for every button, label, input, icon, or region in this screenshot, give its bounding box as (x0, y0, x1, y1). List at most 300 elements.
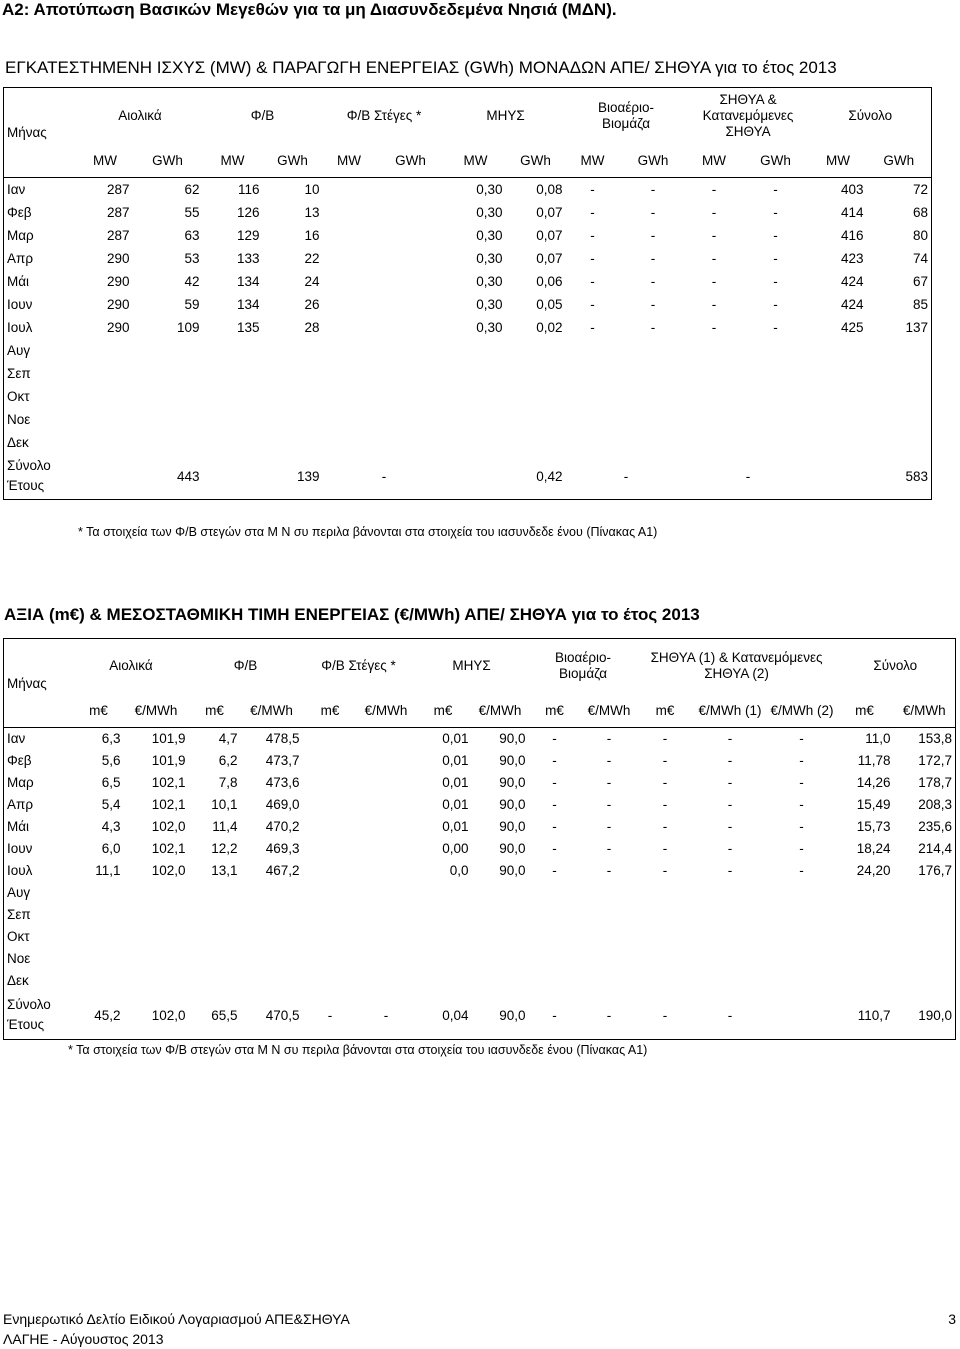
table-row (4, 860, 956, 882)
table-row (4, 247, 932, 270)
table1-footnote: * Τα στοιχεία των Φ/Β στεγών στα Μ Ν συ περιλα βάνονται στα στοιχεία του ιασυνδεδε ένου (Πίνακας Α1) (78, 525, 658, 539)
value-cell: 63 (184, 227, 200, 243)
value-cell (323, 201, 376, 224)
value-cell (376, 362, 446, 385)
value-cell (581, 970, 638, 992)
table-row (4, 178, 932, 201)
value-cell (323, 385, 376, 408)
value-cell (687, 385, 742, 408)
value-cell (376, 247, 446, 270)
unit-header: m€ (89, 702, 108, 718)
value-cell (446, 408, 506, 431)
value-cell (472, 970, 529, 992)
unit-header: €/MWh (250, 702, 293, 718)
value-cell: 5,6 (101, 753, 121, 768)
value-cell: - (727, 819, 733, 834)
value-cell: - (711, 273, 717, 289)
value-cell: 11,78 (857, 753, 891, 768)
month-label: Φεβ (7, 753, 32, 768)
unit-header-mw: MW (580, 153, 605, 169)
total-value: 139 (296, 468, 320, 484)
unit-header: m€ (855, 702, 874, 718)
value-cell (638, 904, 693, 926)
value-cell: 14,26 (856, 775, 891, 790)
total-value: 0,04 (442, 1007, 469, 1023)
value-cell: - (650, 273, 656, 289)
value-cell (358, 794, 415, 816)
value-cell (303, 948, 358, 970)
value-cell (415, 882, 472, 904)
value-cell (303, 728, 358, 750)
value-cell: 134 (236, 296, 260, 312)
value-cell (189, 948, 241, 970)
value-cell (303, 772, 358, 794)
value-cell (446, 385, 506, 408)
total-value: - (727, 1007, 733, 1023)
value-cell: - (552, 753, 557, 768)
value-cell (810, 362, 867, 385)
value-cell: 469,0 (265, 797, 300, 812)
value-cell: - (552, 775, 557, 790)
month-label: Δεκ (7, 973, 29, 988)
value-cell (529, 882, 581, 904)
group-header-pv: Φ/Β (233, 658, 258, 674)
value-cell: 135 (236, 319, 260, 335)
value-cell: 0,30 (476, 204, 503, 220)
value-cell (203, 385, 263, 408)
value-cell: 5,4 (101, 797, 121, 812)
value-cell (693, 926, 768, 948)
value-cell: 68 (913, 204, 929, 220)
total-value: 45,2 (94, 1007, 121, 1023)
value-cell: - (799, 797, 804, 812)
value-cell (133, 339, 203, 362)
value-cell (529, 948, 581, 970)
value-cell (74, 926, 124, 948)
value-cell (638, 948, 693, 970)
table2-title: ΑΞΙΑ (m€) & ΜΕΣΟΣΤΑΘΜΙΚΗ ΤΙΜΗ ΕΝΕΡΓΕΙΑΣ (€/MWh) ΑΠΕ/ ΣΗΘΥΑ για το έτος 2013 (4, 605, 700, 624)
table-total-row (4, 454, 932, 500)
value-cell (742, 362, 810, 385)
value-cell: - (606, 731, 612, 747)
value-cell (263, 385, 323, 408)
value-cell (358, 904, 415, 926)
value-cell: 473,6 (265, 775, 300, 790)
value-cell: - (650, 250, 656, 266)
value-cell: 11,1 (95, 863, 121, 878)
month-label: Ιουλ (7, 863, 33, 878)
unit-header: €/MWh (364, 702, 408, 718)
group-header-small-hydro: ΜΗΥΣ (452, 658, 491, 674)
value-cell (241, 882, 303, 904)
value-cell: 116 (237, 181, 260, 197)
value-cell (472, 948, 529, 970)
total-value: - (552, 1007, 557, 1023)
value-cell: 0,30 (476, 227, 503, 243)
value-cell (506, 431, 566, 454)
value-cell (323, 316, 376, 339)
total-value: 90,0 (499, 1007, 526, 1023)
value-cell: - (711, 296, 717, 312)
value-cell (867, 385, 932, 408)
value-cell: 473,7 (265, 753, 300, 768)
table-row (4, 838, 956, 860)
value-cell: 0,01 (442, 797, 469, 812)
value-cell (446, 339, 506, 362)
table-row (4, 750, 956, 772)
value-cell (620, 339, 687, 362)
value-cell: - (711, 250, 717, 266)
value-cell: 15,49 (856, 797, 891, 812)
value-cell: 90,0 (499, 819, 526, 834)
value-cell (358, 860, 415, 882)
value-cell (124, 926, 189, 948)
unit-header: €/MWh (134, 702, 178, 718)
value-cell (581, 948, 638, 970)
value-cell: 0,05 (536, 296, 563, 312)
table1-unit-row (4, 145, 932, 178)
value-cell (133, 362, 203, 385)
value-cell: - (799, 753, 804, 768)
month-label: Δεκ (7, 434, 29, 450)
value-cell (742, 431, 810, 454)
value-cell (376, 178, 446, 201)
month-header: Μήνας (7, 675, 47, 691)
group-header-biomass: Βιοαέριο- Βιομάζα (555, 650, 612, 682)
value-cell (867, 362, 932, 385)
value-cell: - (799, 775, 804, 790)
value-cell (203, 431, 263, 454)
value-cell (810, 431, 867, 454)
month-label: Αυγ (7, 885, 31, 900)
table-row (4, 772, 956, 794)
value-cell (768, 904, 836, 926)
unit-header-gwh: GWh (520, 153, 551, 169)
value-cell (836, 948, 894, 970)
value-cell: - (650, 319, 656, 335)
value-cell: 10,1 (211, 797, 238, 812)
total-value: - (381, 468, 387, 484)
value-cell: - (662, 797, 668, 812)
value-cell (74, 904, 124, 926)
value-cell (638, 970, 693, 992)
value-cell (867, 431, 932, 454)
value-cell (303, 794, 358, 816)
value-cell (638, 882, 693, 904)
value-cell: - (799, 731, 804, 747)
value-cell: 15,73 (856, 819, 891, 834)
value-cell (358, 772, 415, 794)
value-cell: - (662, 775, 668, 790)
value-cell (836, 970, 894, 992)
value-cell: - (662, 819, 668, 834)
value-cell (78, 408, 133, 431)
value-cell: - (727, 775, 733, 790)
unit-header-mw: MW (337, 153, 361, 169)
value-cell: 90,0 (499, 797, 526, 812)
value-cell (358, 750, 415, 772)
value-cell (620, 362, 687, 385)
value-cell: - (650, 296, 656, 312)
footer-date: ΛΑΓΗΕ - Αύγουστος 2013 (3, 1331, 164, 1347)
month-label: Μαρ (7, 227, 34, 243)
month-label: Οκτ (7, 929, 30, 944)
value-cell (376, 293, 446, 316)
value-cell: 126 (236, 204, 260, 220)
value-cell: - (799, 819, 804, 834)
unit-header-mw: MW (702, 153, 727, 169)
unit-header-gwh: GWh (637, 153, 669, 169)
unit-header: €/MWh (587, 702, 631, 718)
month-label: Νοε (7, 411, 31, 427)
value-cell (446, 431, 506, 454)
value-cell (303, 816, 358, 838)
value-cell (376, 201, 446, 224)
value-cell (124, 882, 189, 904)
value-cell: 90,0 (499, 863, 526, 878)
value-cell (303, 904, 358, 926)
value-cell: 287 (106, 227, 130, 243)
value-cell: - (799, 841, 804, 856)
month-label: Νοε (7, 951, 31, 966)
value-cell (189, 970, 241, 992)
value-cell (303, 970, 358, 992)
value-cell: 72 (913, 181, 929, 197)
value-cell (78, 431, 133, 454)
value-cell: 10 (304, 181, 320, 197)
value-cell: - (711, 204, 717, 220)
value-cell (303, 860, 358, 882)
value-cell (74, 882, 124, 904)
unit-header-gwh: GWh (883, 153, 915, 169)
value-cell (566, 431, 620, 454)
month-label: Φεβ (7, 204, 32, 220)
unit-header: €/MWh (1) (698, 702, 762, 718)
value-cell: 67 (913, 273, 929, 289)
unit-header-gwh: GWh (152, 153, 183, 169)
page-heading: Α2: Αποτύπωση Βασικών Μεγεθών για τα μη Διασυνδεδεμένα Νησιά (ΜΔΝ). (2, 0, 617, 19)
value-cell: - (590, 204, 595, 220)
value-cell: - (552, 731, 557, 747)
value-cell (581, 882, 638, 904)
value-cell: 287 (106, 204, 130, 220)
value-cell: 0,02 (536, 319, 563, 335)
value-cell (768, 970, 836, 992)
value-cell: 102,0 (151, 819, 186, 834)
value-cell: 208,3 (918, 797, 953, 812)
value-cell: - (552, 797, 557, 812)
month-label: Σεπ (7, 907, 31, 922)
unit-header: €/MWh (478, 702, 522, 718)
total-value: 443 (176, 468, 200, 484)
table-row (4, 362, 932, 385)
value-cell: 53 (184, 250, 200, 266)
value-cell (376, 224, 446, 247)
footer-publication: Ενημερωτικό Δελτίο Ειδικού Λογαριασμού ΑΠΕ&ΣΗΘΥΑ (3, 1311, 350, 1327)
value-cell: 0,01 (442, 819, 469, 834)
value-cell: 134 (236, 273, 260, 289)
value-cell (303, 926, 358, 948)
table-row (4, 794, 956, 816)
value-cell: 4,3 (101, 819, 121, 834)
value-cell (894, 882, 956, 904)
table1-title: ΕΓΚΑΤΕΣΤΗΜΕΝΗ ΙΣΧΥΣ (MW) & ΠΑΡΑΓΩΓΗ ΕΝΕΡΓΕΙΑΣ (GWh) ΜΟΝΑΔΩΝ ΑΠΕ/ ΣΗΘΥΑ για το έτος 2013 (5, 58, 837, 77)
value-cell: 55 (184, 204, 200, 220)
value-cell (323, 247, 376, 270)
value-cell (742, 339, 810, 362)
table1-group-header-row (4, 88, 932, 145)
value-cell (529, 904, 581, 926)
group-header-pv: Φ/Β (250, 108, 275, 124)
value-cell: 90,0 (499, 841, 526, 856)
capacity-production-table (3, 87, 932, 500)
value-cell: 0,30 (476, 250, 503, 266)
value-cell: - (727, 797, 733, 812)
value-cell (124, 948, 189, 970)
group-header-total: Σύνολο (848, 108, 893, 124)
value-cell: 12,2 (211, 841, 238, 856)
value-cell (376, 339, 446, 362)
value-cell: 42 (184, 273, 200, 289)
unit-header: m€ (545, 702, 564, 718)
value-cell (415, 970, 472, 992)
value-cell (189, 904, 241, 926)
value-cell: - (650, 181, 656, 197)
page-number: 3 (948, 1311, 956, 1327)
value-cell: - (662, 863, 668, 878)
value-cell (768, 948, 836, 970)
value-cell (376, 431, 446, 454)
value-cell (693, 970, 768, 992)
value-cell: 0,08 (536, 181, 563, 197)
unit-header-gwh: GWh (395, 153, 426, 169)
value-cell (566, 408, 620, 431)
table-row (4, 339, 932, 362)
value-cell: 0,0 (449, 863, 469, 878)
value-cell (358, 948, 415, 970)
value-cell (867, 408, 932, 431)
value-cell: - (552, 863, 557, 878)
group-header-biomass: Βιοαέριο- Βιομάζα (598, 100, 655, 132)
value-cell (358, 882, 415, 904)
value-cell: 0,30 (476, 296, 503, 312)
value-cell: 178,7 (918, 775, 953, 790)
table-row (4, 270, 932, 293)
value-cell: 0,30 (476, 273, 503, 289)
value-cell (358, 728, 415, 750)
value-cell (836, 904, 894, 926)
value-cell: 4,7 (218, 731, 238, 747)
value-cell (506, 339, 566, 362)
value-cell (78, 385, 133, 408)
group-header-small-hydro: ΜΗΥΣ (486, 108, 525, 124)
value-cell (133, 408, 203, 431)
table-row (4, 904, 956, 926)
value-cell (74, 948, 124, 970)
value-cell (189, 882, 241, 904)
value-cell (415, 948, 472, 970)
value-cell: 467,2 (265, 863, 300, 878)
value-cell: 133 (236, 250, 260, 266)
value-cell: - (606, 819, 612, 834)
table-row (4, 293, 932, 316)
unit-header-mw: MW (826, 153, 851, 169)
value-cell: 469,3 (265, 841, 300, 856)
value-cell: - (773, 319, 778, 335)
value-cell: - (590, 296, 595, 312)
unit-header-gwh: GWh (760, 153, 791, 169)
value-cell: 102,1 (151, 797, 186, 812)
value-cell: 424 (841, 296, 864, 312)
value-cell (189, 926, 241, 948)
value-cell (693, 948, 768, 970)
value-cell: - (606, 841, 612, 856)
value-cell (693, 904, 768, 926)
value-cell: - (552, 819, 557, 834)
table-row (4, 948, 956, 970)
value-cell (303, 882, 358, 904)
value-cell: - (662, 753, 668, 768)
value-cell (742, 408, 810, 431)
value-cell (768, 882, 836, 904)
total-value: 583 (905, 468, 929, 484)
value-cell (303, 750, 358, 772)
value-cell: 0,30 (476, 181, 503, 197)
value-cell: 90,0 (499, 753, 526, 768)
value-cell (810, 385, 867, 408)
value-cell (638, 926, 693, 948)
value-cell (620, 385, 687, 408)
value-cell (124, 904, 189, 926)
value-cell: - (711, 227, 717, 243)
table2-footnote: * Τα στοιχεία των Φ/Β στεγών στα Μ Ν συ περιλα βάνονται στα στοιχεία του ιασυνδεδε ένου (Πίνακας Α1) (68, 1043, 648, 1057)
value-cell: 85 (913, 296, 929, 312)
value-cell (687, 408, 742, 431)
total-label: Σύνολο Έτους (7, 997, 51, 1033)
value-cell: 478,5 (265, 731, 300, 747)
value-cell: - (590, 273, 595, 289)
value-cell (323, 270, 376, 293)
value-cell: 6,3 (101, 731, 121, 747)
value-cell: 235,6 (918, 819, 953, 834)
value-cell (810, 408, 867, 431)
table-row (4, 816, 956, 838)
value-cell (581, 904, 638, 926)
value-cell: - (711, 181, 717, 197)
month-label: Ιουν (7, 841, 33, 856)
month-label: Οκτ (7, 388, 30, 404)
value-cell: 16 (304, 227, 320, 243)
value-cell (241, 948, 303, 970)
unit-header: m€ (655, 702, 675, 718)
value-cell: - (711, 319, 717, 335)
value-cell: 13,1 (211, 863, 238, 878)
value-cell: 24 (304, 273, 320, 289)
value-cell (581, 926, 638, 948)
value-cell (263, 339, 323, 362)
value-cell (415, 904, 472, 926)
value-cell: - (606, 753, 612, 768)
value-cell: - (662, 841, 668, 856)
total-value: - (327, 1007, 333, 1023)
value-cell: - (606, 863, 612, 878)
value-cell: 129 (236, 227, 260, 243)
value-cell: 11,4 (212, 819, 238, 834)
value-cell (687, 339, 742, 362)
unit-header: m€ (205, 702, 224, 718)
value-cell: 28 (304, 319, 320, 335)
value-cell: 290 (106, 296, 130, 312)
